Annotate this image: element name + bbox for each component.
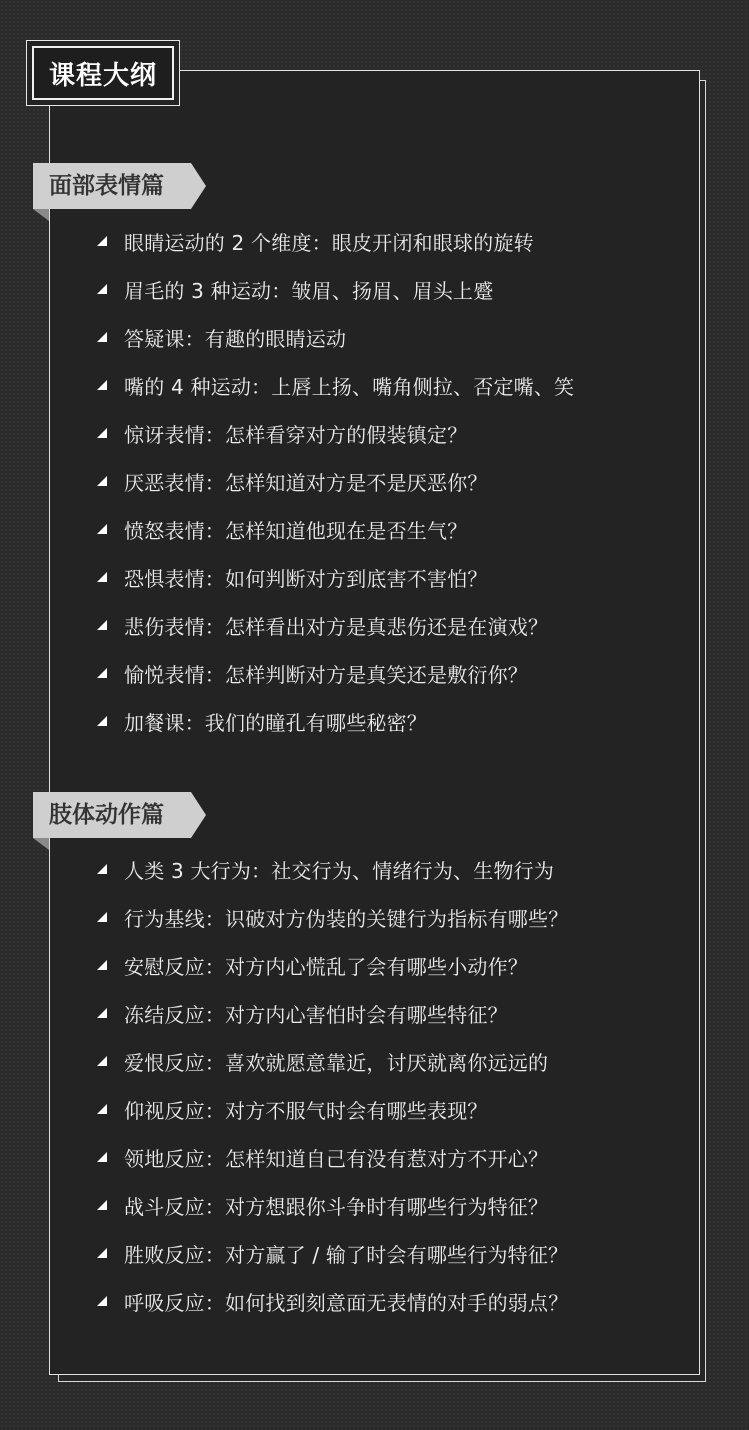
list-item-text: 答疑课：有趣的眼睛运动: [124, 326, 347, 351]
triangle-bullet-icon: [96, 1055, 108, 1067]
list-item: [96, 893, 706, 941]
list-item: [96, 1037, 706, 1085]
list-item-text: 领地反应：怎样知道自己有没有惹对方不开心？: [124, 1146, 549, 1171]
title-badge-inner: [32, 46, 174, 100]
list-item: [96, 409, 706, 457]
triangle-bullet-icon: [96, 1247, 108, 1259]
list-item: [96, 845, 706, 893]
list-item: [96, 1277, 706, 1325]
list-item-text: 加餐课：我们的瞳孔有哪些秘密？: [124, 710, 427, 735]
list-item-text: 行为基线：识破对方伪装的关键行为指标有哪些？: [124, 906, 569, 931]
list-item-text: 眼睛运动的 2 个维度：眼皮开闭和眼球的旋转: [124, 230, 534, 255]
list-item: [96, 941, 706, 989]
triangle-bullet-icon: [96, 1295, 108, 1307]
triangle-bullet-icon: [96, 959, 108, 971]
list-item: [96, 265, 706, 313]
list-item-text: 安慰反应：对方内心慌乱了会有哪些小动作？: [124, 954, 528, 979]
triangle-bullet-icon: [96, 1151, 108, 1163]
triangle-bullet-icon: [96, 1199, 108, 1211]
list-item-text: 眉毛的 3 种运动：皱眉、扬眉、眉头上蹙: [124, 278, 494, 303]
list-item: [96, 697, 706, 745]
list-item: [96, 505, 706, 553]
list-item-text: 胜败反应：对方赢了 / 输了时会有哪些行为特征？: [124, 1242, 569, 1267]
triangle-bullet-icon: [96, 475, 108, 487]
list-item: [96, 1181, 706, 1229]
section-tag-facial: [33, 163, 206, 209]
title-badge: [26, 40, 180, 106]
list-item-text: 恐惧表情：如何判断对方到底害不害怕？: [124, 566, 488, 591]
list-item-text: 人类 3 大行为：社交行为、情绪行为、生物行为: [124, 858, 555, 883]
triangle-bullet-icon: [96, 427, 108, 439]
list-item: [96, 649, 706, 697]
section-heading: 面部表情篇: [49, 173, 164, 199]
list-item-text: 厌恶表情：怎样知道对方是不是厌恶你？: [124, 470, 488, 495]
list-item: [96, 601, 706, 649]
list-item-text: 爱恨反应：喜欢就愿意靠近，讨厌就离你远远的: [124, 1050, 549, 1075]
list-item: [96, 1229, 706, 1277]
list-item-text: 嘴的 4 种运动：上唇上扬、嘴角侧拉、否定嘴、笑: [124, 374, 575, 399]
list-item: [96, 457, 706, 505]
facial-item-list: [96, 217, 706, 745]
list-item-text: 仰视反应：对方不服气时会有哪些表现？: [124, 1098, 488, 1123]
list-item: [96, 553, 706, 601]
triangle-bullet-icon: [96, 715, 108, 727]
list-item: [96, 989, 706, 1037]
triangle-bullet-icon: [96, 571, 108, 583]
list-item: [96, 1133, 706, 1181]
list-item-text: 战斗反应：对方想跟你斗争时有哪些行为特征？: [124, 1194, 549, 1219]
triangle-bullet-icon: [96, 1007, 108, 1019]
list-item: [96, 313, 706, 361]
triangle-bullet-icon: [96, 667, 108, 679]
list-item: [96, 1085, 706, 1133]
triangle-bullet-icon: [96, 331, 108, 343]
triangle-bullet-icon: [96, 283, 108, 295]
section-heading: 肢体动作篇: [49, 802, 164, 828]
triangle-bullet-icon: [96, 1103, 108, 1115]
triangle-bullet-icon: [96, 235, 108, 247]
list-item-text: 惊讶表情：怎样看穿对方的假装镇定？: [124, 422, 468, 447]
list-item-text: 愉悦表情：怎样判断对方是真笑还是敷衍你？: [124, 662, 528, 687]
triangle-bullet-icon: [96, 619, 108, 631]
triangle-bullet-icon: [96, 379, 108, 391]
list-item-text: 冻结反应：对方内心害怕时会有哪些特征？: [124, 1002, 508, 1027]
triangle-bullet-icon: [96, 523, 108, 535]
section-tag-body: [33, 792, 206, 838]
body-item-list: [96, 845, 706, 1325]
page-title: 课程大纲: [48, 60, 157, 91]
list-item-text: 呼吸反应：如何找到刻意面无表情的对手的弱点？: [124, 1290, 569, 1315]
list-item: [96, 361, 706, 409]
list-item-text: 悲伤表情：怎样看出对方是真悲伤还是在演戏？: [124, 614, 549, 639]
triangle-bullet-icon: [96, 863, 108, 875]
list-item: [96, 217, 706, 265]
list-item-text: 愤怒表情：怎样知道他现在是否生气？: [124, 518, 468, 543]
triangle-bullet-icon: [96, 911, 108, 923]
